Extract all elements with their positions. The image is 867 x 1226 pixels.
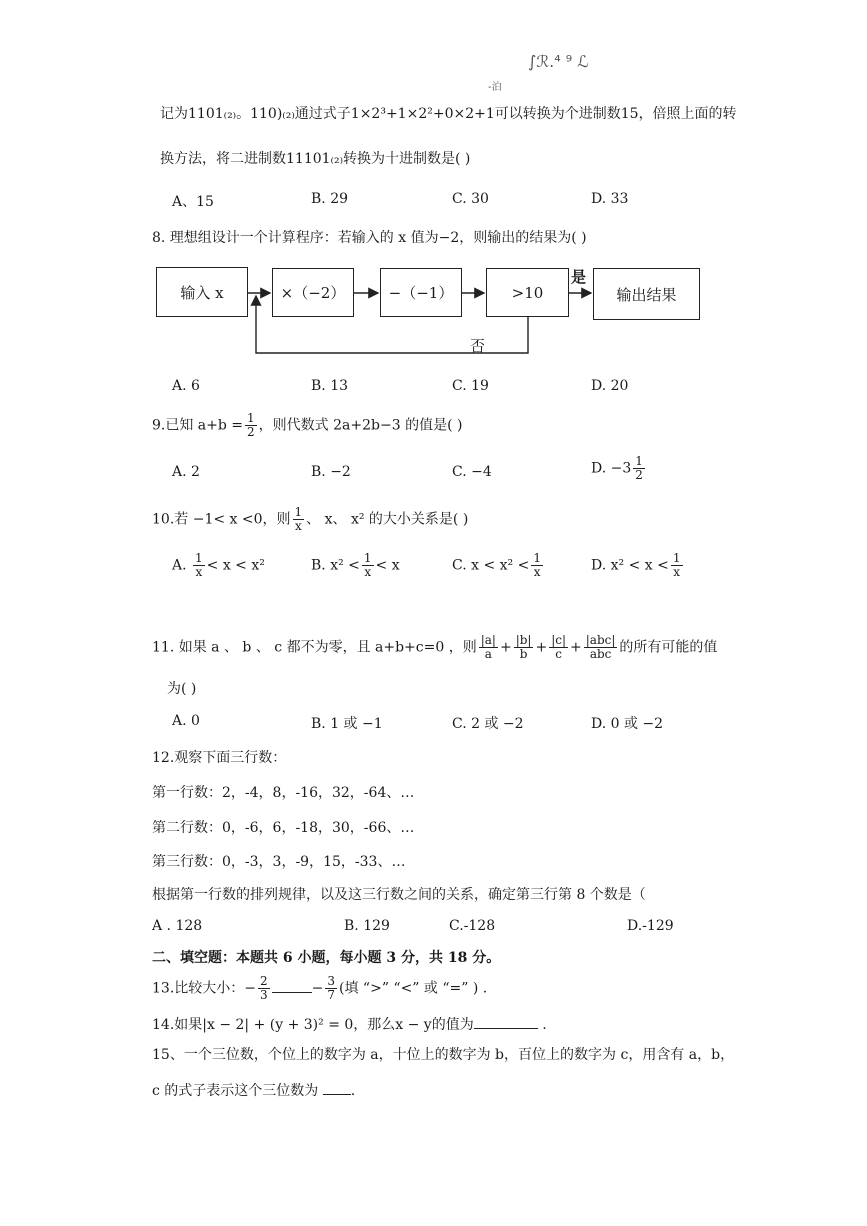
q9-option-d-label: D. −3 — [591, 460, 632, 477]
q11-term-b — [514, 634, 534, 661]
q11-c-den: c — [555, 647, 562, 661]
q10-c-num: 1 — [533, 551, 541, 565]
q10-stem — [152, 506, 468, 533]
q10-prefix: 10.若 −1< x <0，则 — [152, 511, 291, 528]
q10-a-num: 1 — [195, 551, 203, 565]
q7-option-a[interactable]: A、15 — [172, 194, 214, 210]
q10-option-b[interactable] — [311, 552, 400, 579]
q11-option-c[interactable]: C. 2 或 −2 — [452, 716, 524, 732]
q10-frac-num: 1 — [294, 505, 303, 519]
q12-question: 根据第一行数的排列规律，以及这三行数之间的关系，确定第三行第 8 个数是（ — [152, 887, 646, 903]
q11-term-abc — [584, 634, 618, 661]
flow-output-label: 输出结果 — [616, 285, 677, 304]
q15-line1: 15、一个三位数，个位上的数字为 a，十位上的数字为 b，百位上的数字为 c，用含有 a，b， — [152, 1047, 735, 1063]
q9-prefix: 9.已知 a+b = — [152, 417, 244, 434]
q10-b-pre: x² < — [330, 557, 360, 574]
q14-answer-blank[interactable] — [474, 1028, 538, 1029]
q13-n2: 3 — [327, 974, 336, 988]
q9-stem — [152, 412, 462, 439]
q13-prefix: 13.比较大小：− — [152, 980, 256, 997]
q12-option-b[interactable]: B. 129 — [344, 918, 390, 934]
q14-prefix: 14.如果|x − 2| + (y + 3)² = 0，那么x − y的值为 — [152, 1017, 474, 1033]
q10-c-frac — [531, 552, 543, 579]
q10-d-frac — [671, 552, 683, 579]
q9-suffix: ，则代数式 2a+2b−3 的值是( ) — [258, 417, 463, 434]
q13-frac-1 — [258, 975, 270, 1002]
q11-a-num: |a| — [480, 633, 496, 647]
q11-suffix: 的所有可能的值 — [619, 639, 718, 656]
q11-plus-2: + — [535, 639, 548, 656]
q11-line2: 为( ) — [167, 681, 197, 697]
q13-answer-blank[interactable] — [272, 992, 312, 993]
q7-option-b[interactable]: B. 29 — [311, 191, 349, 207]
q11-option-b[interactable]: B. 1 或 −1 — [311, 716, 383, 732]
q10-b-rest: < x — [375, 557, 400, 574]
q13-stem — [152, 975, 487, 1002]
q10-a-den: x — [195, 565, 203, 579]
q13-mid: − — [311, 980, 324, 997]
q11-option-a[interactable]: A. 0 — [172, 713, 200, 729]
q10-b-num: 1 — [363, 551, 372, 565]
q10-c-den: x — [533, 565, 541, 579]
flow-compare-label: >10 — [511, 283, 544, 302]
q11-plus-3: + — [570, 639, 582, 656]
q10-suffix: 、 x、 x² 的大小关系是( ) — [306, 511, 469, 528]
flow-input-label: 输入 x — [180, 283, 224, 302]
flow-no-label: 否 — [470, 337, 486, 355]
q10-d-den: x — [673, 565, 681, 579]
q10-fraction — [293, 506, 305, 533]
q12-row2: 第二行数：0，-6，6，-18，30，-66、… — [152, 820, 415, 836]
q8-option-d[interactable]: D. 20 — [591, 378, 629, 394]
q15-line2-text: c 的式子表示这个三位数为 — [152, 1083, 319, 1099]
q11-prefix: 11. 如果 a 、 b 、 c 都不为零，且 a+b+c=0 ，则 — [152, 639, 477, 656]
q13-suffix: (填 “>” “<” 或 “=” ) . — [339, 980, 488, 997]
q7-line1: 记为1101₍₂₎。110)₍₂₎通过式子1×2³+1×2²+0×2+1可以转换为个进制数15，倍照上面的转 — [160, 106, 737, 122]
flowchart-arrows — [0, 0, 867, 380]
q11-a-den: a — [484, 647, 492, 661]
q10-option-c[interactable] — [452, 552, 545, 579]
q12-option-c[interactable]: C.-128 — [449, 918, 496, 934]
q14-stem — [152, 1014, 547, 1034]
handwritten-note-small: -泊 — [488, 82, 502, 93]
flow-multiply-label: ×（−2） — [280, 284, 346, 302]
q8-option-c[interactable]: C. 19 — [452, 378, 489, 394]
q15-line2 — [152, 1080, 355, 1100]
q15-suffix: . — [350, 1083, 356, 1099]
q7-line2: 换方法，将二进制数11101₍₂₎转换为十进制数是( ) — [160, 151, 471, 167]
q9-d-num: 1 — [635, 454, 643, 468]
q10-c-pre: x < x² < — [471, 557, 530, 574]
q14-suffix: . — [542, 1017, 547, 1033]
q10-b-den: x — [364, 565, 372, 579]
q11-abc-den: abc — [589, 647, 612, 661]
q10-b-label: B. — [311, 557, 326, 574]
q11-option-d[interactable]: D. 0 或 −2 — [591, 716, 664, 732]
q7-option-d[interactable]: D. 33 — [591, 191, 629, 207]
q8-option-a[interactable]: A. 6 — [172, 378, 200, 394]
q10-a-rest: < x < x² — [206, 557, 265, 574]
q10-a-label: A. — [172, 557, 187, 574]
q13-frac-2 — [325, 975, 337, 1002]
q13-d2: 7 — [327, 988, 336, 1002]
q11-stem — [152, 634, 717, 661]
flow-subtract-label: −（−1） — [388, 284, 454, 302]
section-2-heading: 二、填空题：本题共 6 小题，每小题 3 分，共 18 分。 — [152, 950, 501, 966]
q12-option-d[interactable]: D.-129 — [627, 918, 674, 934]
q9-option-a[interactable]: A. 2 — [172, 464, 200, 480]
q10-d-label: D. — [591, 557, 607, 574]
q8-text: 8. 理想组设计一个计算程序：若输入的 x 值为−2，则输出的结果为( ) — [152, 230, 587, 246]
handwritten-note: ∫ℛ.⁴ ⁹ ℒ — [528, 52, 589, 71]
q9-frac-den: 2 — [247, 425, 255, 439]
flow-yes-label: 是 — [571, 268, 587, 286]
q10-d-num: 1 — [672, 551, 681, 565]
q9-d-den: 2 — [635, 468, 643, 482]
q10-option-a[interactable] — [172, 552, 265, 579]
q12-option-a[interactable]: A . 128 — [152, 918, 203, 934]
q11-b-den: b — [519, 647, 528, 661]
q11-b-num: |b| — [515, 633, 532, 647]
q11-abc-num: |abc| — [585, 633, 616, 647]
q7-option-c[interactable]: C. 30 — [452, 191, 489, 207]
q10-b-frac — [362, 552, 374, 579]
q11-plus-1: + — [499, 639, 512, 656]
q12-title: 12.观察下面三行数： — [152, 750, 287, 766]
q9-option-d[interactable] — [591, 455, 647, 482]
q13-n1: 2 — [260, 974, 268, 988]
q9-fraction — [245, 412, 257, 439]
q11-c-num: |c| — [551, 633, 567, 647]
q9-option-d-fraction — [633, 455, 645, 482]
q10-frac-den: x — [294, 519, 302, 533]
q10-a-frac — [193, 552, 205, 579]
q8-option-b[interactable]: B. 13 — [311, 378, 349, 394]
q11-term-a — [479, 634, 498, 661]
q9-option-b[interactable]: B. −2 — [311, 464, 351, 480]
q10-c-label: C. — [452, 557, 467, 574]
q13-d1: 3 — [260, 988, 268, 1002]
q10-d-pre: x² < x < — [610, 557, 669, 574]
q12-row3: 第三行数：0，-3，3，-9，15，-33、… — [152, 854, 406, 870]
q12-row1: 第一行数：2，-4，8，-16，32，-64、… — [152, 785, 415, 801]
q9-option-c[interactable]: C. −4 — [452, 464, 492, 480]
q9-frac-num: 1 — [247, 411, 255, 425]
q10-option-d[interactable] — [591, 552, 685, 579]
q11-term-c — [549, 634, 568, 661]
q15-answer-blank[interactable] — [323, 1094, 351, 1095]
